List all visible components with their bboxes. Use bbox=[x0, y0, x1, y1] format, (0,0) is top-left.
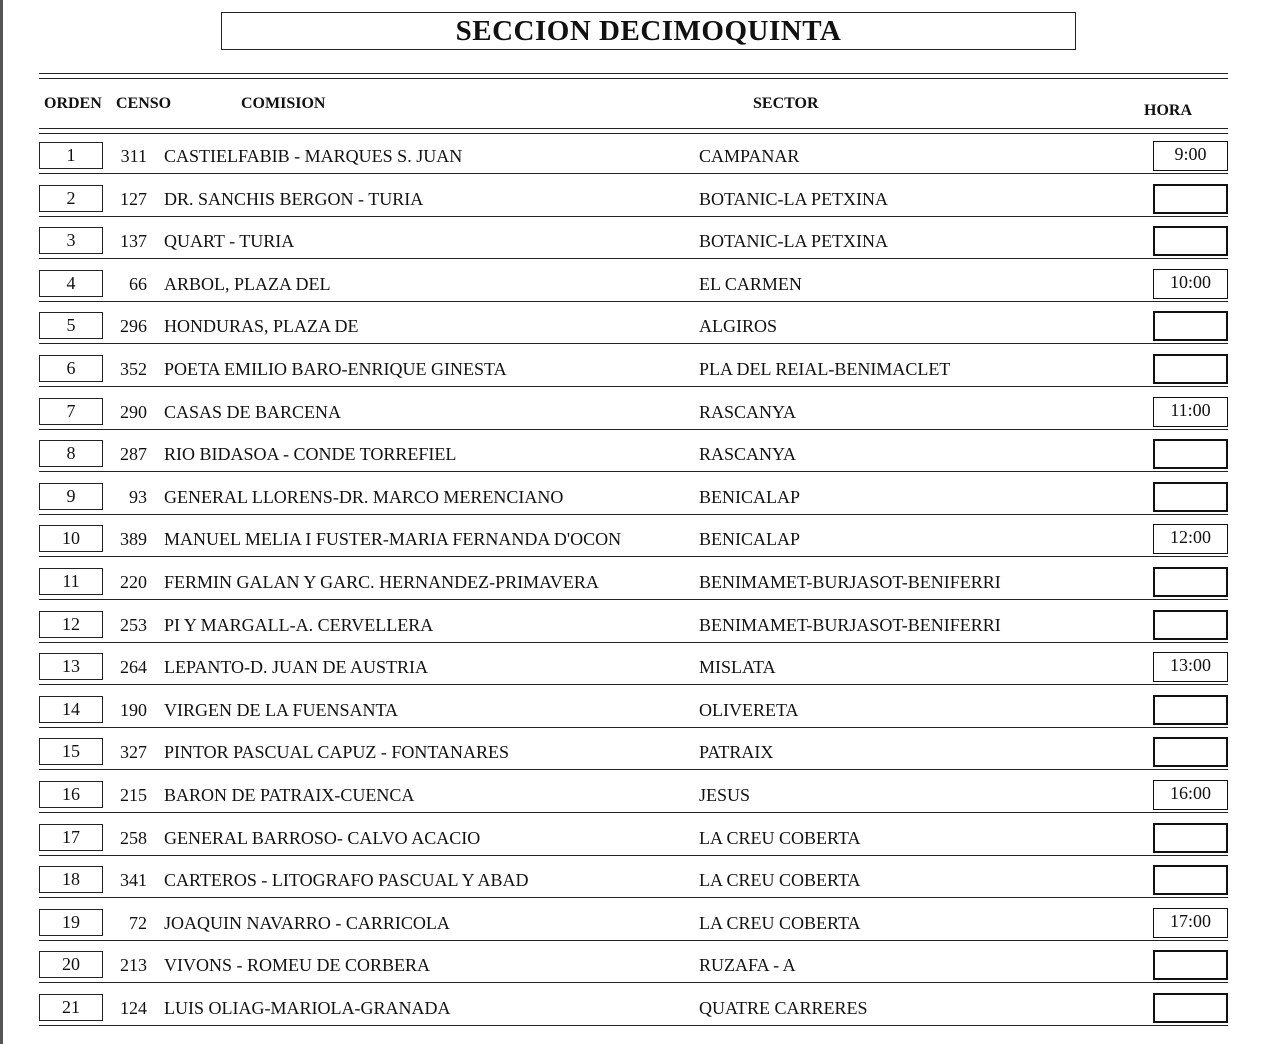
comision-cell: JOAQUIN NAVARRO - CARRICOLA bbox=[164, 912, 450, 933]
row-divider bbox=[39, 812, 1228, 813]
table-row bbox=[39, 183, 1228, 226]
row-divider bbox=[39, 599, 1228, 600]
orden-cell: 17 bbox=[39, 824, 103, 851]
row-divider bbox=[39, 1025, 1228, 1026]
orden-cell: 7 bbox=[39, 398, 103, 425]
orden-cell: 9 bbox=[39, 483, 103, 510]
censo-cell: 264 bbox=[120, 657, 147, 678]
comision-cell: CASAS DE BARCENA bbox=[164, 401, 342, 422]
comision-cell: VIRGEN DE LA FUENSANTA bbox=[164, 699, 399, 720]
orden-cell: 2 bbox=[39, 185, 103, 212]
header-censo: CENSO bbox=[116, 95, 172, 112]
orden-cell: 11 bbox=[39, 568, 103, 595]
row-divider bbox=[39, 301, 1228, 302]
sector-cell: BENICALAP bbox=[699, 486, 801, 507]
sector-cell: RASCANYA bbox=[699, 444, 797, 465]
comision-cell: CASTIELFABIB - MARQUES S. JUAN bbox=[164, 146, 463, 166]
orden-cell: 16 bbox=[39, 781, 103, 808]
hora-box bbox=[1153, 226, 1228, 256]
hora-box bbox=[1153, 184, 1228, 214]
hora-box: 16:00 bbox=[1153, 780, 1228, 810]
censo-cell: 190 bbox=[120, 699, 147, 720]
table-row bbox=[39, 481, 1228, 524]
table-row bbox=[39, 438, 1228, 481]
comision-cell: PI Y MARGALL-A. CERVELLERA bbox=[164, 614, 434, 635]
orden-cell: 15 bbox=[39, 738, 103, 765]
table-row bbox=[39, 310, 1228, 353]
comision-cell: POETA EMILIO BARO-ENRIQUE GINESTA bbox=[164, 359, 507, 379]
row-divider bbox=[39, 940, 1228, 941]
sector-cell: LA CREU COBERTA bbox=[699, 912, 861, 933]
row-divider bbox=[39, 769, 1228, 770]
censo-cell: 296 bbox=[120, 316, 147, 337]
header-orden: ORDEN bbox=[44, 95, 102, 112]
sector-cell: QUATRE CARRERES bbox=[699, 998, 868, 1018]
table-row bbox=[39, 779, 1228, 822]
orden-cell: 18 bbox=[39, 866, 103, 893]
row-divider bbox=[39, 343, 1228, 344]
row-divider bbox=[39, 727, 1228, 728]
table-row bbox=[39, 907, 1228, 950]
censo-cell: 290 bbox=[120, 401, 147, 422]
censo-cell: 253 bbox=[120, 614, 147, 635]
hora-box bbox=[1153, 737, 1228, 767]
censo-cell: 127 bbox=[120, 188, 147, 209]
row-divider bbox=[39, 429, 1228, 430]
table-row bbox=[39, 992, 1228, 1035]
orden-cell: 20 bbox=[39, 951, 103, 978]
row-divider bbox=[39, 386, 1228, 387]
row-divider bbox=[39, 216, 1228, 217]
hora-box bbox=[1153, 610, 1228, 640]
comision-cell: PINTOR PASCUAL CAPUZ - FONTANARES bbox=[164, 742, 509, 763]
table-row bbox=[39, 523, 1228, 566]
censo-cell: 220 bbox=[120, 572, 147, 592]
censo-cell: 311 bbox=[120, 146, 147, 166]
sector-cell: BOTANIC-LA PETXINA bbox=[699, 231, 889, 252]
orden-cell: 12 bbox=[39, 611, 103, 638]
sector-cell: LA CREU COBERTA bbox=[699, 870, 861, 891]
censo-cell: 258 bbox=[120, 827, 147, 848]
sector-cell: BENIMAMET-BURJASOT-BENIFERRI bbox=[699, 614, 1001, 635]
table-row bbox=[39, 736, 1228, 779]
hora-box bbox=[1153, 354, 1228, 384]
row-divider bbox=[39, 471, 1228, 472]
comision-cell: LUIS OLIAG-MARIOLA-GRANADA bbox=[164, 998, 451, 1018]
sector-cell: BENIMAMET-BURJASOT-BENIFERRI bbox=[699, 572, 1001, 592]
comision-cell: BARON DE PATRAIX-CUENCA bbox=[164, 785, 415, 805]
orden-cell: 14 bbox=[39, 696, 103, 723]
sector-cell: LA CREU COBERTA bbox=[699, 827, 861, 848]
row-divider bbox=[39, 173, 1228, 174]
censo-cell: 389 bbox=[120, 529, 147, 550]
page-title: SECCION DECIMOQUINTA bbox=[221, 12, 1076, 50]
hora-box: 10:00 bbox=[1153, 269, 1228, 299]
header-bottom-rule-1 bbox=[39, 128, 1228, 129]
sector-cell: BOTANIC-LA PETXINA bbox=[699, 188, 889, 209]
hora-box bbox=[1153, 865, 1228, 895]
censo-cell: 213 bbox=[120, 955, 147, 976]
row-divider bbox=[39, 514, 1228, 515]
header-sector: SECTOR bbox=[753, 95, 819, 112]
orden-cell: 3 bbox=[39, 227, 103, 254]
orden-cell: 8 bbox=[39, 440, 103, 467]
comision-cell: RIO BIDASOA - CONDE TORREFIEL bbox=[164, 444, 457, 465]
sector-cell: CAMPANAR bbox=[699, 146, 800, 166]
hora-box bbox=[1153, 950, 1228, 980]
table-row bbox=[39, 396, 1228, 439]
table-row bbox=[39, 694, 1228, 737]
orden-cell: 21 bbox=[39, 994, 103, 1021]
header-hora: HORA bbox=[1144, 102, 1192, 119]
hora-box: 12:00 bbox=[1153, 524, 1228, 554]
comision-cell: GENERAL LLORENS-DR. MARCO MERENCIANO bbox=[164, 486, 564, 507]
orden-cell: 4 bbox=[39, 270, 103, 297]
hora-box bbox=[1153, 695, 1228, 725]
hora-box bbox=[1153, 439, 1228, 469]
comision-cell: ARBOL, PLAZA DEL bbox=[164, 273, 331, 294]
sector-cell: BENICALAP bbox=[699, 529, 801, 550]
hora-box: 11:00 bbox=[1153, 397, 1228, 427]
hora-box bbox=[1153, 482, 1228, 512]
table-row bbox=[39, 864, 1228, 907]
row-divider bbox=[39, 855, 1228, 856]
table-row bbox=[39, 949, 1228, 992]
orden-cell: 1 bbox=[39, 142, 103, 169]
comision-cell: QUART - TURIA bbox=[164, 231, 295, 252]
censo-cell: 66 bbox=[129, 273, 147, 294]
comision-cell: FERMIN GALAN Y GARC. HERNANDEZ-PRIMAVERA bbox=[164, 572, 599, 592]
header-top-rule-2 bbox=[39, 78, 1228, 79]
orden-cell: 10 bbox=[39, 525, 103, 552]
row-divider bbox=[39, 258, 1228, 259]
orden-cell: 19 bbox=[39, 909, 103, 936]
censo-cell: 137 bbox=[120, 231, 147, 252]
table-row bbox=[39, 651, 1228, 694]
hora-box bbox=[1153, 993, 1228, 1023]
table-row bbox=[39, 140, 1228, 183]
row-divider bbox=[39, 642, 1228, 643]
orden-cell: 5 bbox=[39, 312, 103, 339]
comision-cell: VIVONS - ROMEU DE CORBERA bbox=[164, 955, 431, 976]
header-top-rule-1 bbox=[39, 73, 1228, 74]
censo-cell: 327 bbox=[120, 742, 147, 763]
sector-cell: MISLATA bbox=[699, 657, 776, 678]
hora-box: 13:00 bbox=[1153, 652, 1228, 682]
comision-cell: GENERAL BARROSO- CALVO ACACIO bbox=[164, 827, 481, 848]
table-row bbox=[39, 268, 1228, 311]
table-row bbox=[39, 353, 1228, 396]
comision-cell: CARTEROS - LITOGRAFO PASCUAL Y ABAD bbox=[164, 870, 529, 891]
hora-box: 17:00 bbox=[1153, 908, 1228, 938]
sector-cell: EL CARMEN bbox=[699, 273, 802, 294]
sector-cell: PATRAIX bbox=[699, 742, 774, 763]
censo-cell: 93 bbox=[129, 486, 147, 507]
censo-cell: 352 bbox=[120, 359, 147, 379]
sector-cell: RASCANYA bbox=[699, 401, 797, 422]
censo-cell: 72 bbox=[129, 912, 147, 933]
sector-cell: JESUS bbox=[699, 785, 751, 805]
table-row bbox=[39, 225, 1228, 268]
orden-cell: 13 bbox=[39, 653, 103, 680]
header-comision: COMISION bbox=[241, 95, 326, 112]
hora-box bbox=[1153, 823, 1228, 853]
censo-cell: 215 bbox=[120, 785, 147, 805]
hora-box: 9:00 bbox=[1153, 141, 1228, 171]
censo-cell: 341 bbox=[120, 870, 147, 891]
comision-cell: MANUEL MELIA I FUSTER-MARIA FERNANDA D'OCON bbox=[164, 529, 622, 550]
comision-cell: LEPANTO-D. JUAN DE AUSTRIA bbox=[164, 657, 429, 678]
row-divider bbox=[39, 556, 1228, 557]
sector-cell: OLIVERETA bbox=[699, 699, 799, 720]
table-row bbox=[39, 609, 1228, 652]
comision-cell: HONDURAS, PLAZA DE bbox=[164, 316, 359, 337]
table-row bbox=[39, 566, 1228, 609]
header-bottom-rule-2 bbox=[39, 133, 1228, 134]
censo-cell: 287 bbox=[120, 444, 147, 465]
orden-cell: 6 bbox=[39, 355, 103, 382]
hora-box bbox=[1153, 567, 1228, 597]
sector-cell: RUZAFA - A bbox=[699, 955, 796, 976]
page-left-edge bbox=[0, 0, 3, 1044]
sector-cell: ALGIROS bbox=[699, 316, 778, 337]
censo-cell: 124 bbox=[120, 998, 147, 1018]
table-row bbox=[39, 822, 1228, 865]
comision-cell: DR. SANCHIS BERGON - TURIA bbox=[164, 188, 424, 209]
row-divider bbox=[39, 897, 1228, 898]
sector-cell: PLA DEL REIAL-BENIMACLET bbox=[699, 359, 951, 379]
hora-box bbox=[1153, 311, 1228, 341]
row-divider bbox=[39, 684, 1228, 685]
row-divider bbox=[39, 982, 1228, 983]
